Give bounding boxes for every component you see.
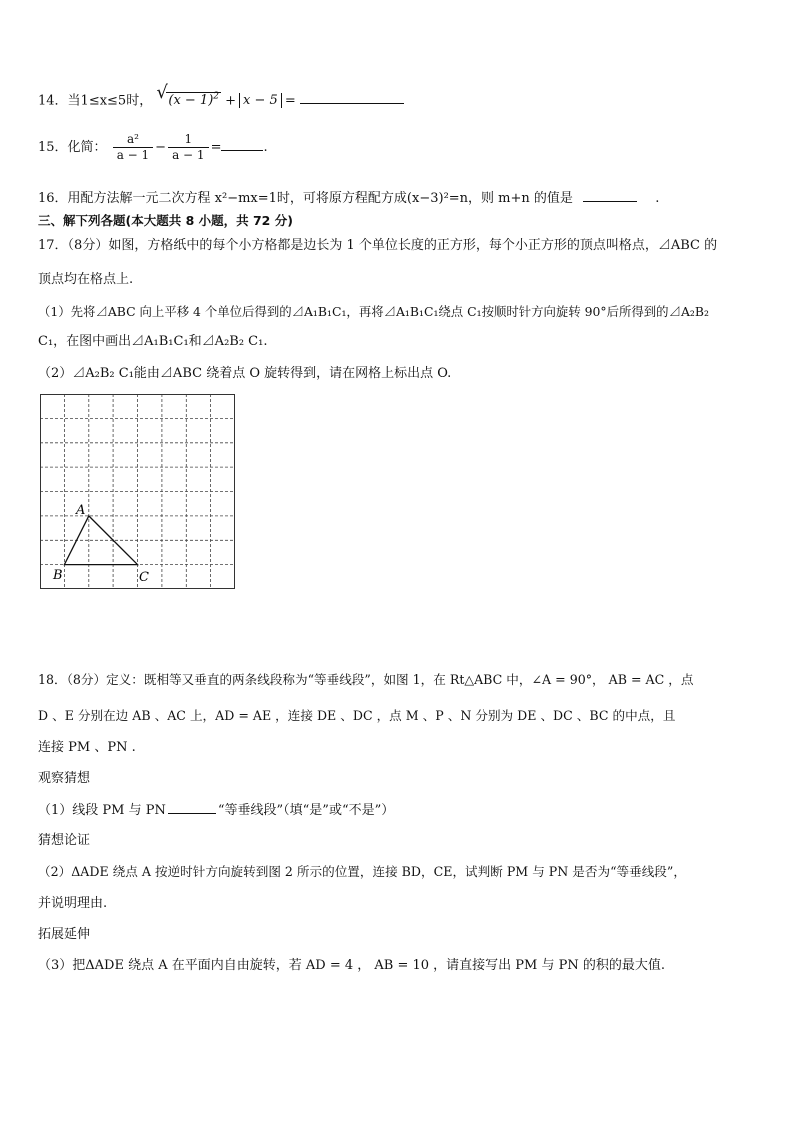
q17-line-5: （2）⊿A₂B₂ C₁能由⊿ABC 绕着点 O 旋转得到，请在网格上标出点 O. bbox=[38, 366, 452, 381]
q18-part-2-line-2: 并说明理由. bbox=[38, 896, 108, 911]
sqrt-icon: √ bbox=[156, 82, 168, 103]
label-b: B bbox=[53, 568, 63, 583]
answer-blank-18[interactable] bbox=[168, 800, 216, 814]
heading-extend: 拓展延伸 bbox=[38, 927, 91, 942]
fraction-2 bbox=[168, 132, 208, 163]
question-14: 14．当1≤x≤5时， √ $(x - 1)^2 + x - 5$ = bbox=[38, 88, 404, 110]
question-16 bbox=[38, 188, 659, 208]
q16-text: 16．用配方法解一元二次方程 x²−mx=1时，可将原方程配方成(x−3)²=n，则 m+n 的值是 bbox=[38, 191, 573, 206]
heading-observe: 观察猜想 bbox=[38, 771, 91, 786]
q17-line-2: 顶点均在格点上. bbox=[38, 272, 134, 287]
q18-line-3: 连接 PM 、PN . bbox=[38, 740, 136, 755]
q15-end: . bbox=[263, 140, 268, 155]
q18-part-3: （3）把ΔADE 绕点 A 在平面内自由旋转，若 AD = 4 ， AB = 10 ，请直接写出 PM 与 PN 的积的最大值. bbox=[38, 958, 665, 973]
q14-prefix: 14．当 bbox=[38, 93, 81, 109]
fraction-1-numerator: a² bbox=[113, 132, 153, 148]
minus-sign: − bbox=[155, 140, 167, 155]
q14-equals: = bbox=[284, 93, 296, 109]
q14-sqrt-body: (x − 1) bbox=[168, 93, 214, 109]
q14-exponent: 2 bbox=[213, 92, 220, 102]
q14-abs-body: x − 5 bbox=[239, 93, 282, 108]
q17-line-3: （1）先将⊿ABC 向上平移 4 个单位后得到的⊿A₁B₁C₁，再将⊿A₁B₁C₁绕点 C₁按顺时针方向旋转 90°后所得到的⊿A₂B₂ bbox=[38, 304, 709, 319]
fraction-2-denominator: a − 1 bbox=[172, 148, 205, 162]
q18-line-2: D 、E 分别在边 AB 、AC 上，AD = AE ，连接 DE 、DC ，点 M 、P 、N 分别为 DE 、DC 、BC 的中点，且 bbox=[38, 708, 676, 723]
question-15 bbox=[38, 132, 268, 164]
q18-part-1 bbox=[38, 800, 394, 820]
q15-prefix: 15．化简： bbox=[38, 140, 107, 155]
label-a: A bbox=[76, 503, 86, 518]
q15-equals: = bbox=[210, 140, 222, 155]
q17-line-1: 17．（8分）如图，方格纸中的每个小方格都是边长为 1 个单位长度的正方形，每个小正方形的顶点叫格点，⊿ABC 的 bbox=[38, 238, 718, 253]
q18-line-1: 18．（8分）定义：既相等又垂直的两条线段称为“等垂线段”，如图 1，在 Rt△ABC 中，∠A = 90°， AB = AC ，点 bbox=[38, 672, 694, 687]
heading-argue: 猜想论证 bbox=[38, 833, 91, 848]
grid-figure bbox=[40, 394, 240, 594]
q14-condition: 1≤x≤5 bbox=[80, 93, 127, 109]
fraction-2-numerator: 1 bbox=[168, 132, 208, 148]
q17-line-4: C₁，在图中画出⊿A₁B₁C₁和⊿A₂B₂ C₁. bbox=[38, 334, 268, 349]
fraction-1 bbox=[113, 132, 153, 163]
q18-part-1-b: “等垂线段”（填“是”或“不是”） bbox=[217, 803, 395, 818]
q14-mid: 时， bbox=[126, 93, 153, 109]
answer-blank-15[interactable] bbox=[221, 137, 263, 151]
q16-end: . bbox=[655, 191, 660, 206]
fraction-1-denominator: a − 1 bbox=[116, 148, 150, 162]
q18-part-1-a: （1）线段 PM 与 PN bbox=[38, 803, 166, 818]
sqrt-expression bbox=[156, 82, 221, 110]
q18-part-2-line-1: （2）ΔADE 绕点 A 按逆时针方向旋转到图 2 所示的位置，连接 BD，CE，试判断 PM 与 PN 是否为“等垂线段”， bbox=[38, 864, 686, 879]
section-title: 三、解下列各题(本大题共 8 小题，共 72 分) bbox=[38, 213, 293, 228]
grid-lines bbox=[40, 394, 235, 589]
answer-blank-14[interactable] bbox=[300, 90, 404, 104]
answer-blank-16[interactable] bbox=[583, 188, 637, 202]
label-c: C bbox=[139, 570, 149, 585]
